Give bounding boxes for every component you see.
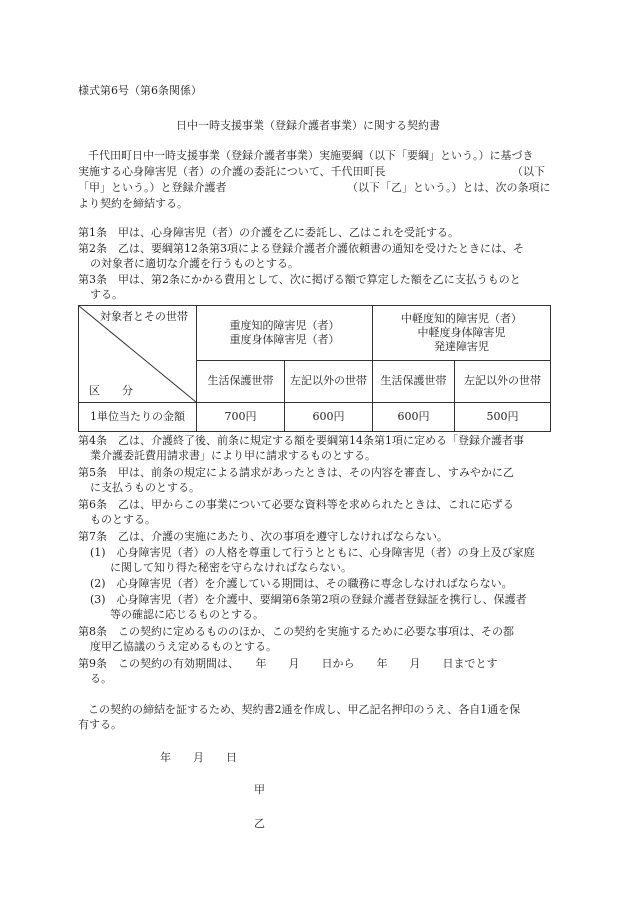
article-3-cont: する。 xyxy=(90,288,123,301)
sub-header-3: 生活保護世帯 xyxy=(373,360,455,402)
article-7-item-3: (3) 心身障害児（者）を介護中、要綱第6条第2項の登録介護者登録証を携行し、保護者 xyxy=(90,593,527,606)
article-6: 第6条 乙は、甲からこの事業について必要な資料等を求められたときは、これに応ずる xyxy=(78,498,514,511)
closing-line-1: この契約の締結を証するため、契約書2通を作成し、甲乙記名押印のうえ、各自1通を保 xyxy=(88,703,521,716)
fee-value-1: 700円 xyxy=(197,403,285,432)
group-mild-header: 中軽度知的障害児（者） 中軽度身体障害児 発達障害児 xyxy=(373,306,551,361)
intro-line-1: 千代田町日中一時支援事業（登録介護者事業）実施要綱（以下「要綱」という。）に基づき xyxy=(88,149,534,162)
article-9-cont: る。 xyxy=(90,672,112,685)
article-4: 第4条 乙は、介護終了後、前条に規定する額を要綱第14条第1項に定める「登録介護者事 xyxy=(78,434,524,447)
article-7-item-3-cont: 等の確認に応じるものとする。 xyxy=(110,608,264,621)
intro-line-2-end: （以下 xyxy=(512,165,545,178)
intro-line-2: 実施する心身障害児（者）の介護の委託について、千代田町長 xyxy=(78,165,386,178)
corner-top-label: 対象者とその世帯 xyxy=(100,310,188,323)
form-number: 様式第6号（第6条関係） xyxy=(78,84,202,97)
article-8: 第8条 この契約に定めるもののほか、この契約を実施するために必要な事項は、その都 xyxy=(78,625,514,638)
intro-line-4: より契約を締結する。 xyxy=(78,197,188,210)
row-label: 1単位当たりの金額 xyxy=(79,403,197,432)
article-6-cont: ものとする。 xyxy=(90,513,156,526)
party-b-label: 乙 xyxy=(254,817,265,830)
article-8-cont: 度甲乙協議のうえ定めるものとする。 xyxy=(90,640,277,653)
sub-header-2: 左記以外の世帯 xyxy=(285,360,373,402)
article-1: 第1条 甲は、心身障害児（者）の介護を乙に委託し、乙はこれを受託する。 xyxy=(78,226,459,239)
fee-value-4: 500円 xyxy=(455,403,551,432)
article-7: 第7条 乙は、介護の実施にあたり、次の事項を遵守しなければならない。 xyxy=(78,530,448,543)
group-severe-header: 重度知的障害児（者） 重度身体障害児（者） xyxy=(197,306,373,361)
table-corner-cell xyxy=(79,306,197,403)
sub-header-4: 左記以外の世帯 xyxy=(455,360,551,402)
closing-line-2: 有する。 xyxy=(78,718,122,731)
article-9: 第9条 この契約の有効期間は、 年 月 日から 年 月 日までとす xyxy=(78,657,498,670)
date-line: 年 月 日 xyxy=(160,751,237,764)
article-4-cont: 業介護委託費用請求書」により甲に請求するものとする。 xyxy=(90,449,376,462)
article-5-cont: に支払うものとする。 xyxy=(90,481,200,494)
intro-line-3: 「甲」という。）と登録介護者 xyxy=(78,181,227,194)
intro-line-3-end: （以下「乙」という。）とは、次の条項に xyxy=(347,181,551,194)
article-7-item-1-cont: に関して知り得た秘密を守らなければならない。 xyxy=(110,561,352,574)
fee-value-2: 600円 xyxy=(285,403,373,432)
sub-header-1: 生活保護世帯 xyxy=(197,360,285,402)
corner-bottom-label: 区 分 xyxy=(89,384,133,397)
article-5: 第5条 甲は、前条の規定による請求があったときは、その内容を審査し、すみやかに乙 xyxy=(78,466,514,479)
article-3: 第3条 甲は、第2条にかかる費用として、次に掲げる額で算定した額を乙に支払うものと xyxy=(78,273,521,286)
article-7-item-2: (2) 心身障害児（者）を介護している期間は、その職務に専念しなければならない。 xyxy=(90,577,513,590)
fee-table xyxy=(78,305,551,432)
document-title: 日中一時支援事業（登録介護者事業）に関する契約書 xyxy=(176,119,440,132)
fee-value-3: 600円 xyxy=(373,403,455,432)
article-7-item-1: (1) 心身障害児（者）の人格を尊重して行うとともに、心身障害児（者）の身上及び家庭 xyxy=(90,546,535,559)
article-2-cont: の対象者に適切な介護を行うものとする。 xyxy=(90,257,299,270)
article-2: 第2条 乙は、要綱第12条第3項による登録介護者介護依頼書の通知を受けたときには、そ xyxy=(78,242,524,255)
party-a-label: 甲 xyxy=(254,783,265,796)
